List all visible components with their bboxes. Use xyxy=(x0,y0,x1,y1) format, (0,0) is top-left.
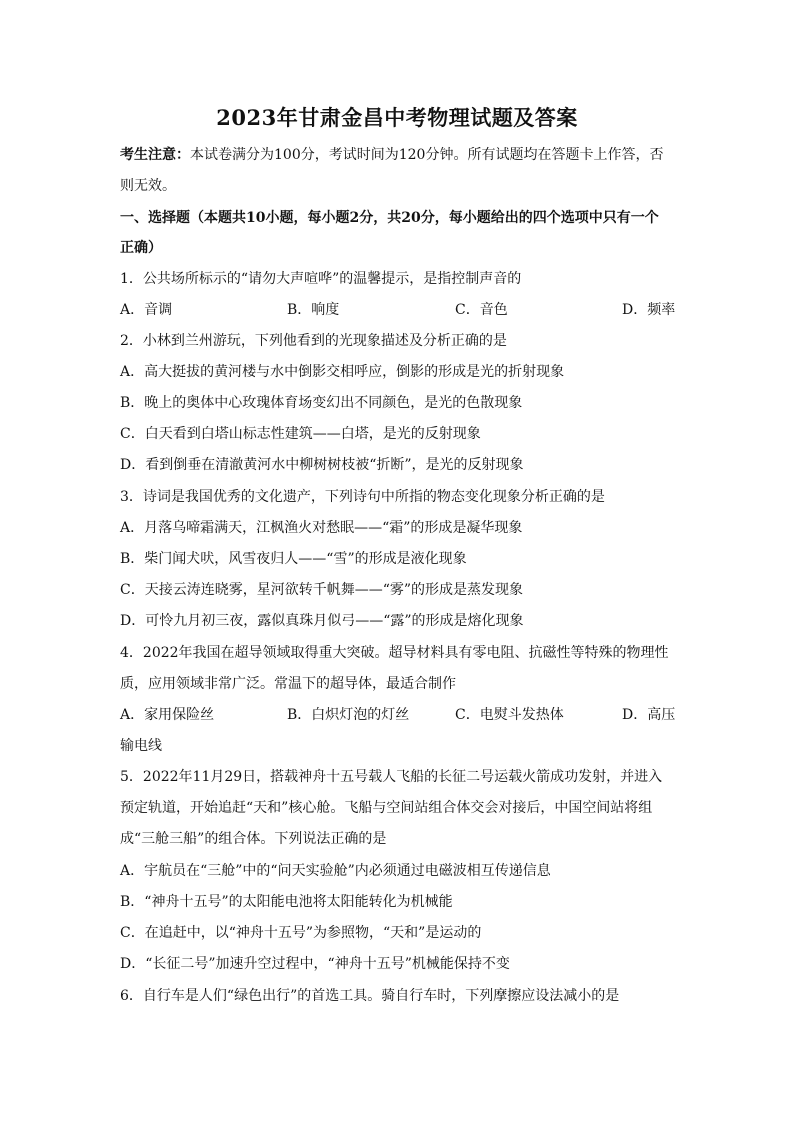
question-4-option-c: C．电熨斗发热体 xyxy=(455,707,564,723)
question-1-option-b: B．响度 xyxy=(287,302,340,318)
question-5-stem-line-2: 预定轨道，开始追赶“天和”核心舱。飞船与空间站组合体交会对接后，中国空间站将组 xyxy=(120,800,653,816)
question-2-option-a: A．高大挺拔的黄河楼与水中倒影交相呼应，倒影的形成是光的折射现象 xyxy=(120,364,565,380)
page-title: 2023年甘肃金昌中考物理试题及答案 xyxy=(216,105,578,130)
question-1-stem: 1．公共场所标示的“请勿大声喧哗”的温馨提示，是指控制声音的 xyxy=(120,271,522,287)
question-3-option-a: A．月落乌啼霜满天，江枫渔火对愁眠——“霜”的形成是凝华现象 xyxy=(120,520,523,536)
question-4-option-d: D．高压 xyxy=(622,707,676,723)
question-2-option-b: B．晚上的奥体中心玫瑰体育场变幻出不同颜色，是光的色散现象 xyxy=(120,395,523,411)
question-2-stem: 2．小林到兰州游玩，下列他看到的光现象描述及分析正确的是 xyxy=(120,333,507,349)
question-4-option-b: B．白炽灯泡的灯丝 xyxy=(287,707,410,723)
question-1-option-d: D．频率 xyxy=(622,302,676,318)
question-5-option-d: D．“长征二号”加速升空过程中，“神舟十五号”机械能保持不变 xyxy=(120,956,510,972)
question-3-option-b: B．柴门闻犬吠，风雪夜归人——“雪”的形成是液化现象 xyxy=(120,551,467,567)
question-2-option-d: D．看到倒垂在清澈黄河水中柳树树枝被“折断”，是光的反射现象 xyxy=(120,457,524,473)
question-2-option-c: C．白天看到白塔山标志性建筑——白塔，是光的反射现象 xyxy=(120,426,481,442)
question-4-stem-line-2: 质，应用领域非常广泛。常温下的超导体，最适合制作 xyxy=(120,676,456,692)
question-5-stem-line-1: 5．2022年11月29日，搭载神舟十五号载人飞船的长征二号运载火箭成功发射，并进入 xyxy=(120,769,663,785)
question-5-stem-line-3: 成“三舱三船”的组合体。下列说法正确的是 xyxy=(120,831,387,847)
question-4-option-d-continued: 输电线 xyxy=(120,738,162,754)
exam-notice-line-2: 则无效。 xyxy=(120,178,176,194)
question-4-stem-line-1: 4．2022年我国在超导领域取得重大突破。超导材料具有零电阻、抗磁性等特殊的物理性 xyxy=(120,645,669,661)
question-3-option-d: D．可怜九月初三夜，露似真珠月似弓——“露”的形成是熔化现象 xyxy=(120,613,524,629)
question-5-option-c: C．在追赶中，以“神舟十五号”为参照物，“天和”是运动的 xyxy=(120,925,482,941)
question-6-stem: 6．自行车是人们“绿色出行”的首选工具。骑自行车时，下列摩擦应设法减小的是 xyxy=(120,988,620,1004)
question-4-option-a: A．家用保险丝 xyxy=(120,707,215,723)
notice-label: 考生注意： xyxy=(120,147,190,163)
question-5-option-a: A．宇航员在“三舱”中的“问天实验舱”内必须通过电磁波相互传递信息 xyxy=(120,863,551,879)
exam-notice-line-1 xyxy=(120,145,663,165)
question-1-option-a: A．音调 xyxy=(120,302,173,318)
question-5-option-b: B．“神舟十五号”的太阳能电池将太阳能转化为机械能 xyxy=(120,894,453,910)
notice-text-1: 本试卷满分为100分，考试时间为120分钟。所有试题均在答题卡上作答，否 xyxy=(190,147,664,163)
question-3-option-c: C．天接云涛连晓雾，星河欲转千帆舞——“雾”的形成是蒸发现象 xyxy=(120,582,524,598)
question-3-stem: 3．诗词是我国优秀的文化遗产，下列诗句中所指的物态变化现象分析正确的是 xyxy=(120,489,605,505)
section-heading-line-1: 一、选择题（本题共10小题，每小题2分，共20分，每小题给出的四个选项中只有一个 xyxy=(120,210,659,226)
section-heading-line-2: 正确） xyxy=(120,240,162,256)
question-1-option-c: C．音色 xyxy=(455,302,508,318)
